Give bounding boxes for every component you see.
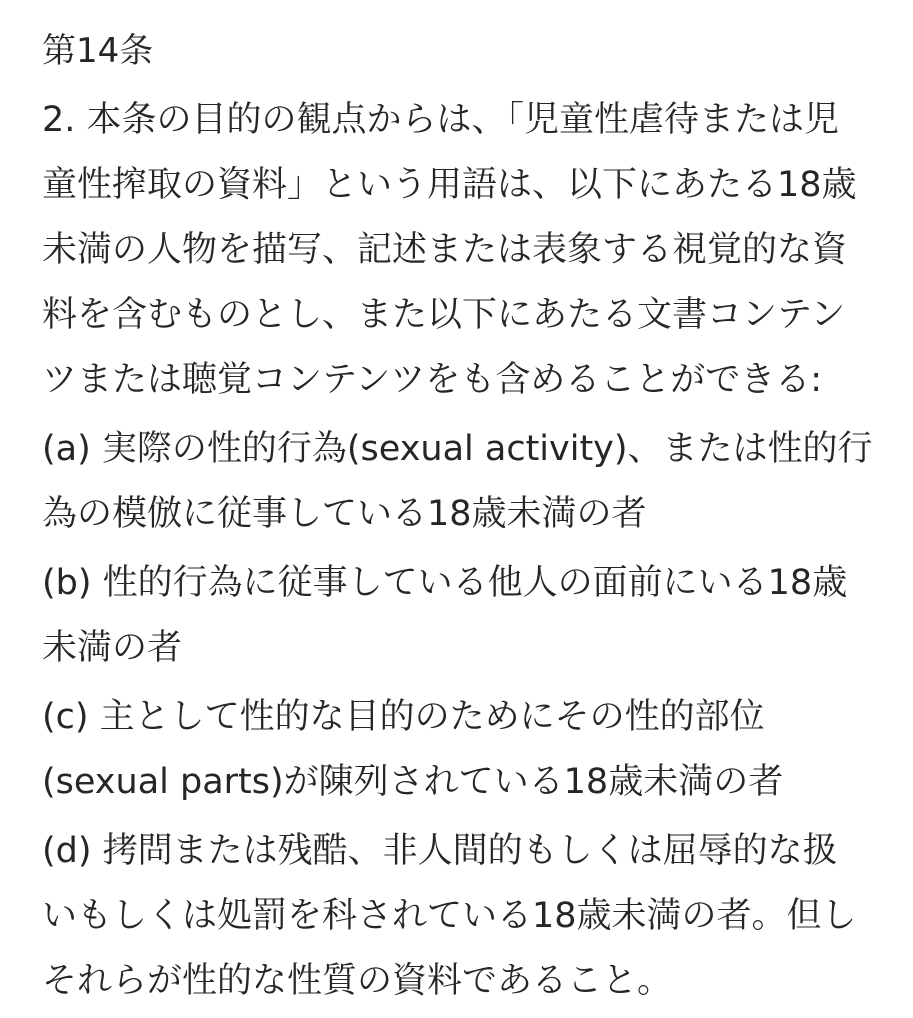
item-b-line: (b) 性的行為に従事している他人の面前にいる18歳 <box>42 563 848 603</box>
item-c-line: (sexual parts)が陳列されている18歳未満の者 <box>42 762 784 802</box>
document-body <box>42 22 872 1018</box>
item-b <box>42 551 872 681</box>
item-b-line: 未満の者 <box>42 628 183 668</box>
item-d <box>42 819 872 1014</box>
intro-line: 童性搾取の資料」という用語は、以下にあたる18歳 <box>42 165 857 205</box>
item-c-line: (c) 主として性的な目的のためにその性的部位 <box>42 697 765 737</box>
item-a <box>42 417 872 547</box>
item-d-line: いもしくは処罰を科されている18歳未満の者。但し <box>42 896 857 936</box>
item-d-line: それらが性的な性質の資料であること。 <box>42 961 673 1001</box>
item-a-line: 為の模倣に従事している18歳未満の者 <box>42 494 647 534</box>
intro-paragraph <box>42 88 872 413</box>
article-heading: 第14条 <box>42 31 154 71</box>
intro-line: ツまたは聴覚コンテンツをも含めることができる: <box>42 360 823 400</box>
item-d-line: (d) 拷問または残酷、非人間的もしくは屈辱的な扱 <box>42 831 838 871</box>
item-c <box>42 685 872 815</box>
item-a-line: (a) 実際の性的行為(sexual activity)、または性的行 <box>42 429 873 469</box>
intro-line: 未満の人物を描写、記述または表象する視覚的な資 <box>42 230 848 270</box>
intro-line: 2. 本条の目的の観点からは、「児童性虐待または児 <box>42 100 840 140</box>
intro-line: 料を含むものとし、また以下にあたる文書コンテン <box>42 295 846 335</box>
